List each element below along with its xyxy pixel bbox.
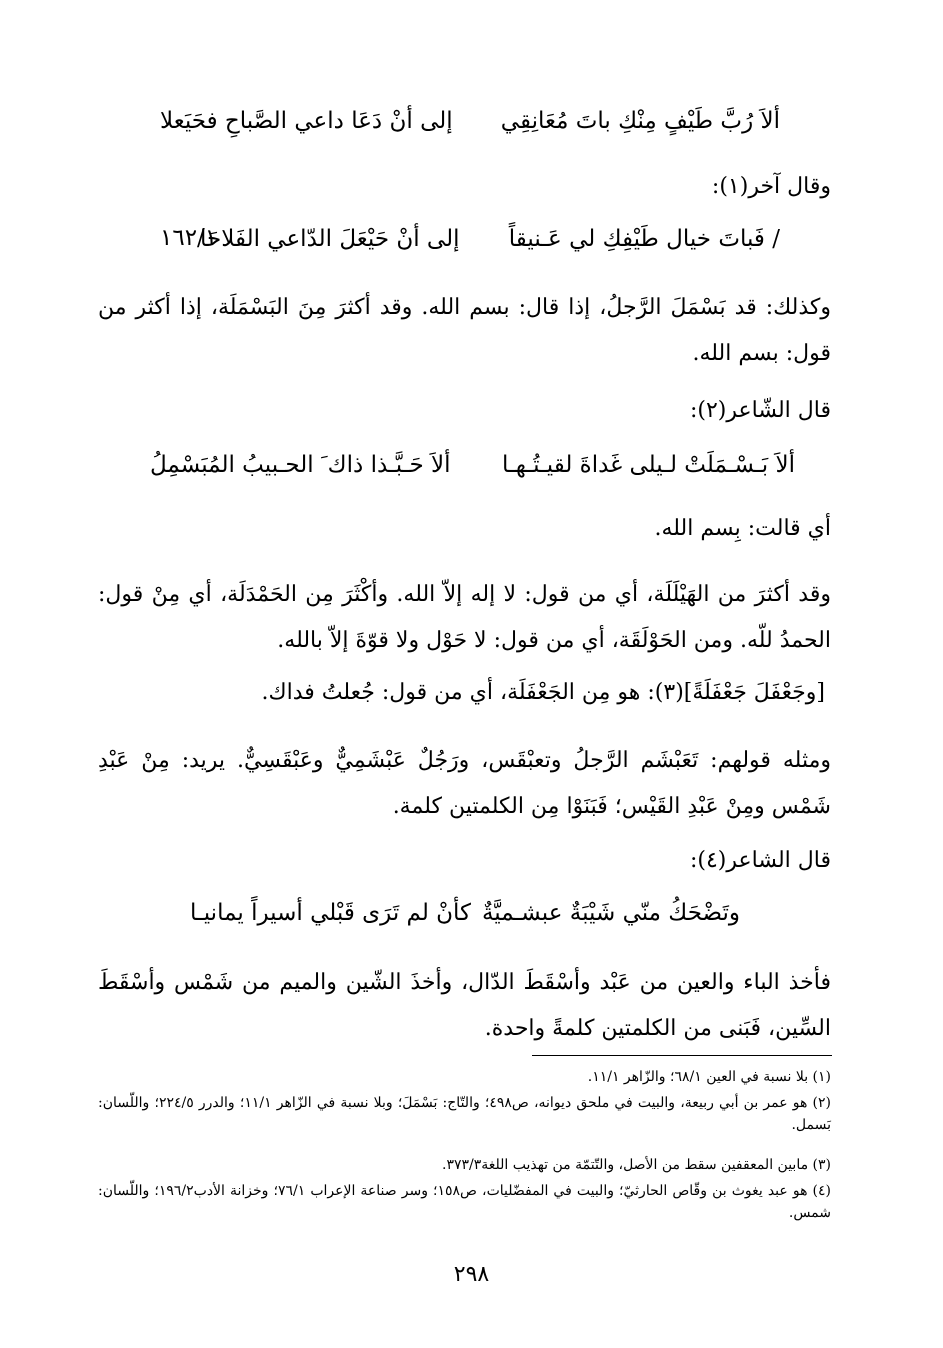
paragraph-2: أي قالت: بِسم الله. — [654, 516, 831, 541]
footnote-3: (٣) مابين المعقفين سقط من الأصل، والتّتمّة من تهذيب اللغة٣٧٣/٣. — [441, 1157, 831, 1173]
paragraph-1: وكذلك: قد بَسْمَلَ الرَّجلُ، إذا قال: بسم الله. وقد أكثرَ مِنَ البَسْمَلَة، إذا أكثر من قول: بسم الله. — [98, 295, 831, 366]
verse-3-second-hemistich: ألاَ حَـبَّـذا ذاك َ الحـبيبُ المُبَسْمِلُ — [150, 452, 451, 478]
paragraph-5: ومثله قولهم: تَعَبْشَم الرَّجلُ وتعبْقَس، ورَجُلٌ عَبْشَمِيٌّ وعَبْقَسِيٌّ. يريد: مِنْ عَبْدِ شَمْس ومِنْ عَبْدِ القَيْس؛ فَبَنَوْا مِن الكلمتين كلمة. — [98, 748, 831, 819]
verse-2 — [200, 226, 780, 260]
intro-line-2: قال الشّاعر(٢): — [689, 398, 831, 423]
verse-1-first-hemistich: ألاَ رُبَّ طَيْفٍ مِنْكِ باتَ مُعَانِقِي — [500, 108, 780, 134]
paragraph-6: فأخذ الباء والعين من عَبْد وأسْقَطَ الدّال، وأخذَ الشّين والميم من شَمْس وأسْقَطَ السِّين، فَبَنى من الكلمتين كلمةً واحدة. — [98, 970, 831, 1041]
footnote-4: (٤) هو عبد يغوث بن وقّاص الحارثيّ؛ والبيت في المفضّليات، ص١٥٨؛ وسر صناعة الإعراب ٧٦/١؛ وخزانة الأدب١٩٦/٢؛ واللّسان: شمس. — [98, 1183, 831, 1221]
verse-4 — [190, 900, 740, 934]
footnote-2: (٢) هو عمر بن أبي ربيعة، والبيت في ملحق ديوانه، ص٤٩٨؛ والتّاج: بَسْمَلَ؛ وبلا نسبة في الزّاهر ١١/١؛ والدرر ٢٢٤/٥؛ واللّسان: بَسمل. — [98, 1095, 831, 1133]
paragraph-4: [وجَعْفَلَ جَعْفَلَةً](٣): هو مِن الجَعْفَلَة، أي من قول: جُعلتُ فداك. — [261, 680, 825, 705]
intro-line-3: قال الشاعر(٤): — [689, 848, 831, 873]
page-number: ٢٩٨ — [453, 1262, 490, 1287]
verse-2-second-hemistich: إلى أنْ حَيْعَلَ الدّاعي الفَلاحَا — [200, 226, 460, 252]
verse-1-second-hemistich: إلى أنْ دَعَا داعي الصَّباحِ فحَيَعلا — [160, 108, 453, 134]
footnote-separator — [532, 1055, 832, 1056]
verse-1 — [160, 108, 780, 142]
marginal-page-reference: ١٦٢/١ — [160, 225, 218, 251]
intro-line-1: وقال آخر(١): — [711, 174, 831, 199]
footnote-1: (١) بلا نسبة في العين ٦٨/١؛ والزّاهر ١١/١. — [587, 1069, 831, 1085]
verse-4-second-hemistich: كأنْ لم تَرَى قَبْلي أسيراً يمانيـا — [190, 900, 472, 926]
verse-2-first-hemistich: / فَباتَ خيال طَيْفِكِ لي عَـنيقاً — [508, 226, 780, 252]
verse-3-first-hemistich: ألاَ بَـسْـمَلَتْ لـيلى غَداةَ لقيـتُـهـا — [501, 452, 795, 478]
verse-3 — [150, 452, 795, 486]
paragraph-3: وقد أكثرَ من الهَيْلَلَة، أي من قول: لا إله إلاّ الله. وأكْثَرَ مِن الحَمْدَلَة، أي مِنْ قول: الحمدُ للّه. ومن الحَوْلَقَة، أي من قول: لا حَوْل ولا قوّةَ إلاّ بالله. — [98, 582, 831, 653]
verse-4-first-hemistich: وتَضْحَكُ منّي شَيْبَةٌ عبشـميَّةٌ — [481, 900, 740, 926]
